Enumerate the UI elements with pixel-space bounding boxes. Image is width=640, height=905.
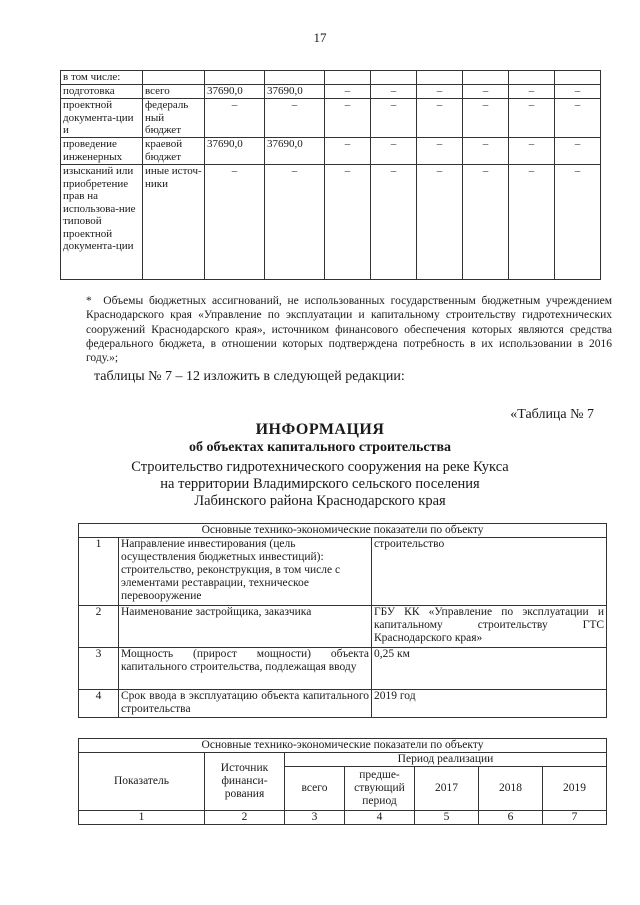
- table-cell: иные источ-ники: [143, 165, 205, 280]
- page-number: 17: [313, 30, 327, 45]
- row-label: Направление инвестирования (цель осуществления бюджетных инвестиций): строительство, реконструкция, в том числе с элементами реставрации, техническое перевооружение: [119, 538, 372, 606]
- col-number: 7: [543, 811, 607, 825]
- table-cell: краевой бюджет: [143, 138, 205, 165]
- table-cell: подготовка: [61, 85, 143, 99]
- row-value: строительство: [372, 538, 607, 606]
- table-cell: –: [509, 138, 555, 165]
- table-cell: –: [509, 165, 555, 280]
- table-cell: федераль ный бюджет: [143, 99, 205, 138]
- table-cell: [509, 71, 555, 85]
- table-row: [61, 138, 601, 165]
- object-table: [78, 523, 607, 718]
- table-cell: –: [463, 99, 509, 138]
- footnote-text: Объемы бюджетных ассигнований, не использованных государственным бюджетным учреждением Краснодарского края «Управление по эксплуатации и капитальному строительству гидротехнических сооружений Краснодарского края», источником финансового обеспечения которых являются средства федерального бюджета, в отношении которых подтверждена потребность в их использовании в 2016 году.»;: [86, 295, 613, 365]
- heading-line-1: Строительство гидротехнического сооружения на реке Кукса: [131, 459, 509, 475]
- table-cell: [371, 71, 417, 85]
- table-cell: 37690,0: [205, 85, 265, 99]
- table-cell: –: [509, 99, 555, 138]
- table-cell: –: [509, 85, 555, 99]
- col-total: всего: [285, 767, 345, 811]
- footnote-marker: *: [86, 295, 92, 307]
- table-cell: –: [417, 165, 463, 280]
- table-cell: [325, 71, 371, 85]
- heading-title: ИНФОРМАЦИЯ: [255, 421, 385, 438]
- row-value: 2019 год: [372, 690, 607, 718]
- table-cell: в том числе:: [61, 71, 143, 85]
- footnote: [68, 294, 612, 365]
- heading-line-2: на территории Владимирского сельского поселения: [160, 476, 480, 492]
- table-cell: –: [555, 85, 601, 99]
- col-number: 4: [345, 811, 415, 825]
- table-cell: [463, 71, 509, 85]
- col-period: Период реализации: [285, 753, 607, 767]
- table-cell: 37690,0: [265, 85, 325, 99]
- col-source: Источник финанси-рования: [205, 753, 285, 811]
- table-cell: 37690,0: [205, 138, 265, 165]
- table-row: [61, 71, 601, 85]
- col-number: 6: [479, 811, 543, 825]
- table-cell: –: [205, 165, 265, 280]
- table-cell: –: [371, 99, 417, 138]
- heading-subtitle: об объектах капитального строительства: [188, 440, 452, 455]
- row-label: Мощность (прирост мощности) объекта капитального строительства, подлежащая вводу: [119, 648, 372, 690]
- row-number: 4: [79, 690, 119, 718]
- table-cell: –: [371, 165, 417, 280]
- table-cell: [265, 71, 325, 85]
- table-number: «Таблица № 7: [510, 407, 594, 422]
- table-cell: –: [265, 99, 325, 138]
- table-cell: –: [325, 85, 371, 99]
- table-cell: [205, 71, 265, 85]
- col-year: 2018: [479, 767, 543, 811]
- col-year: 2019: [543, 767, 607, 811]
- table-row: [61, 165, 601, 280]
- table-cell: –: [555, 165, 601, 280]
- object-table-header: Основные технико-экономические показатели по объекту: [79, 524, 607, 538]
- table-cell: [555, 71, 601, 85]
- row-number: 1: [79, 538, 119, 606]
- col-number: 1: [79, 811, 205, 825]
- col-number: 3: [285, 811, 345, 825]
- row-value: 0,25 км: [372, 648, 607, 690]
- row-number: 2: [79, 606, 119, 648]
- table-cell: [143, 71, 205, 85]
- table-row: [61, 99, 601, 138]
- table-cell: –: [371, 85, 417, 99]
- col-previous: предше-ствующий период: [345, 767, 415, 811]
- table-cell: всего: [143, 85, 205, 99]
- col-year: 2017: [415, 767, 479, 811]
- budget-table: [60, 70, 601, 280]
- table-cell: –: [325, 165, 371, 280]
- col-number: 2: [205, 811, 285, 825]
- indicators-table: [78, 738, 607, 825]
- table-cell: [417, 71, 463, 85]
- row-label: Наименование застройщика, заказчика: [119, 606, 372, 648]
- table-cell: 37690,0: [265, 138, 325, 165]
- table-cell: –: [205, 99, 265, 138]
- table-cell: –: [325, 138, 371, 165]
- table-cell: –: [463, 138, 509, 165]
- table-cell: –: [371, 138, 417, 165]
- table-cell: –: [325, 99, 371, 138]
- table-cell: –: [417, 99, 463, 138]
- table-row: [61, 85, 601, 99]
- row-value: ГБУ КК «Управление по эксплуатации и капитальному строительству ГТС Краснодарского края»: [372, 606, 607, 648]
- table-cell: проведение инженерных: [61, 138, 143, 165]
- instruction-text: таблицы № 7 – 12 изложить в следующей редакции:: [94, 369, 405, 384]
- row-number: 3: [79, 648, 119, 690]
- col-indicator: Показатель: [79, 753, 205, 811]
- table-cell: –: [555, 138, 601, 165]
- table-cell: проектной документа-ции и: [61, 99, 143, 138]
- table-cell: –: [463, 165, 509, 280]
- table-cell: –: [555, 99, 601, 138]
- table-cell: –: [265, 165, 325, 280]
- table-cell: изысканий или приобретение прав на использова-ние типовой проектной документа-ции: [61, 165, 143, 280]
- table-cell: –: [463, 85, 509, 99]
- heading-line-3: Лабинского района Краснодарского края: [194, 493, 446, 509]
- table-cell: –: [417, 85, 463, 99]
- col-number: 5: [415, 811, 479, 825]
- row-label: Срок ввода в эксплуатацию объекта капитального строительства: [119, 690, 372, 718]
- table-cell: –: [417, 138, 463, 165]
- indicators-table-header: Основные технико-экономические показатели по объекту: [79, 739, 607, 753]
